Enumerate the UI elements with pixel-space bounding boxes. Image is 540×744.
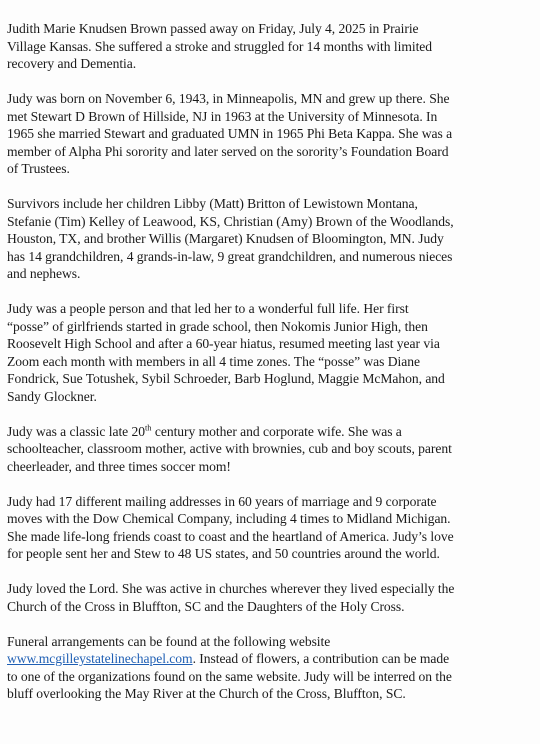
text-line: Sandy Glockner. xyxy=(7,388,97,404)
text-line: Funeral arrangements can be found at the following website xyxy=(7,633,331,649)
text-line: Houston, TX, and brother Willis (Margaret) Knudsen of Bloomington, MN. Judy xyxy=(7,231,444,246)
text-line: Judy loved the Lord. She was active in churches wherever they lived especially the xyxy=(7,581,455,596)
text-line: recovery and Dementia. xyxy=(7,56,137,71)
text-line: to one of the organizations found on the same website. Judy will be interred on the xyxy=(7,668,452,684)
para-mother xyxy=(7,423,536,476)
text-line: Village Kansas. She suffered a stroke and struggled for 14 months with limited xyxy=(7,38,433,54)
text-line: member of Alpha Phi sorority and later served on the sorority’s Foundation Board xyxy=(7,143,449,159)
text-segment: century mother and corporate wife. She was a xyxy=(151,423,402,439)
text-line: and nephews. xyxy=(7,266,81,281)
para-early-life xyxy=(7,90,536,178)
text-line: 1965 she married Stewart and graduated UMN in 1965 Phi Beta Kappa. She was a xyxy=(7,126,453,141)
text-line xyxy=(7,423,536,441)
text-line: Stefanie (Tim) Kelley of Leawood, KS, Christian (Amy) Brown of the Woodlands, xyxy=(7,213,454,229)
para-funeral xyxy=(7,633,536,703)
text-line: bluff overlooking the May River at the Church of the Cross, Bluffton, SC. xyxy=(7,686,406,701)
text-line: Judy had 17 different mailing addresses in 60 years of marriage and 9 corporate xyxy=(7,493,437,509)
text-line: Judy was born on November 6, 1943, in Minneapolis, MN and grew up there. She xyxy=(7,91,450,106)
para-posse xyxy=(7,300,536,405)
text-line: for people sent her and Stew to 48 US states, and 50 countries around the world. xyxy=(7,546,440,561)
text-line: met Stewart D Brown of Hillside, NJ in 1963 at the University of Minnesota. In xyxy=(7,108,438,124)
text-segment: . Instead of flowers, a contribution can be made xyxy=(192,651,450,666)
funeral-website-link[interactable]: www.mcgilleystatelinechapel.com xyxy=(7,651,193,666)
text-line: cheerleader, and three times soccer mom! xyxy=(7,458,231,474)
text-line: schoolteacher, classroom mother, active with brownies, cub and boy scouts, parent xyxy=(7,441,452,456)
para-faith xyxy=(7,580,536,615)
para-moves xyxy=(7,493,536,563)
ordinal-superscript: th xyxy=(145,421,152,432)
text-segment: Judy was a classic late 20 xyxy=(7,423,145,439)
text-line: Fondrick, Sue Totushek, Sybil Schroeder, Barb Hoglund, Maggie McMahon, and xyxy=(7,371,445,386)
para-passing xyxy=(7,20,536,73)
text-line: Survivors include her children Libby (Matt) Britton of Lewistown Montana, xyxy=(7,196,418,211)
text-line: has 14 grandchildren, 4 grands-in-law, 9 great grandchildren, and numerous nieces xyxy=(7,248,453,264)
para-survivors xyxy=(7,195,536,283)
text-line: Zoom each month with members in all 4 time zones. The “posse” was Diane xyxy=(7,353,420,369)
text-line: Church of the Cross in Bluffton, SC and the Daughters of the Holy Cross. xyxy=(7,598,405,614)
text-line: of Trustees. xyxy=(7,161,70,176)
text-line xyxy=(7,650,536,668)
text-line: Judy was a people person and that led her to a wonderful full life. Her first xyxy=(7,301,409,316)
text-line: Roosevelt High School and after a 60-year hiatus, resumed meeting last year via xyxy=(7,336,440,351)
text-line: “posse” of girlfriends started in grade school, then Nokomis Junior High, then xyxy=(7,318,428,334)
text-line: moves with the Dow Chemical Company, including 4 times to Midland Michigan. xyxy=(7,511,451,526)
text-line: Judith Marie Knudsen Brown passed away on Friday, July 4, 2025 in Prairie xyxy=(7,21,419,36)
text-line: She made life-long friends coast to coast and the heartland of America. Judy’s love xyxy=(7,528,454,544)
